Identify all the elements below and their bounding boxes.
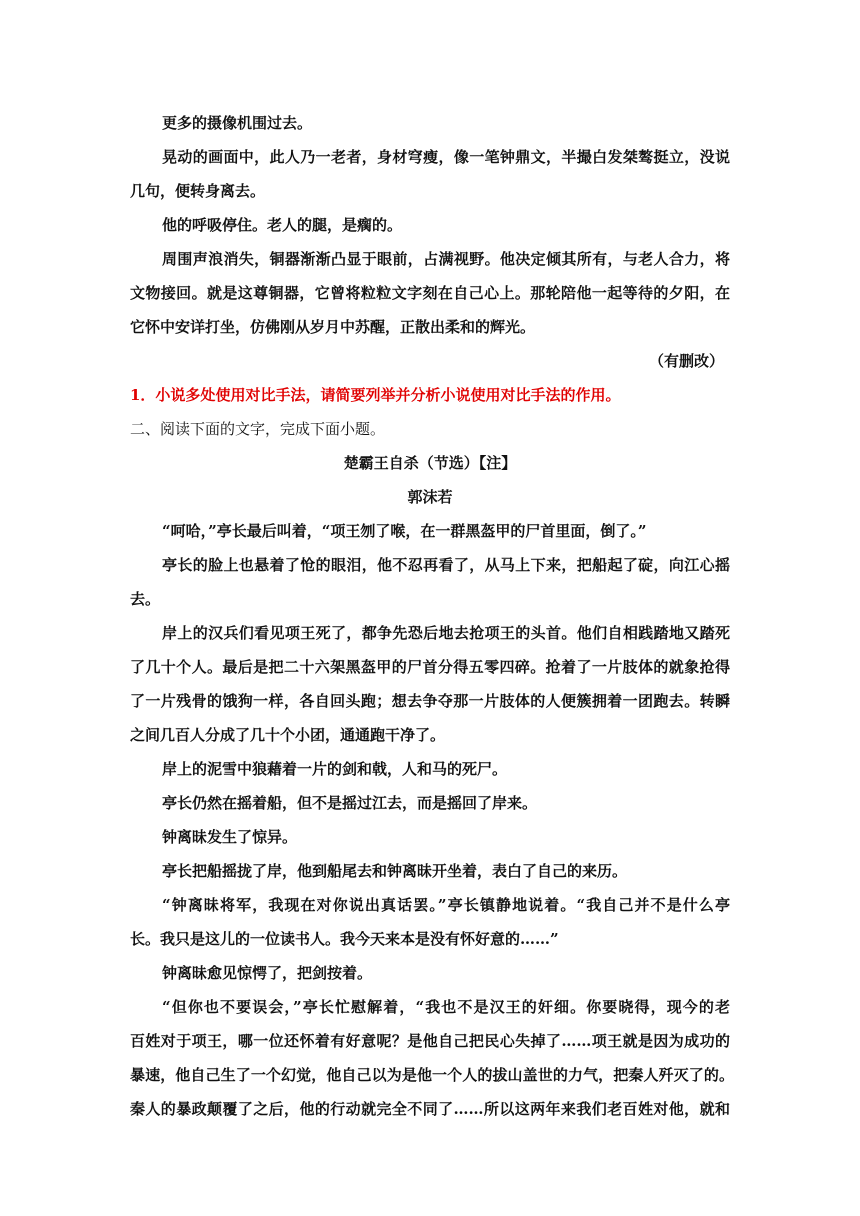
paragraph-line: 岸上的汉兵们看见项王死了，都争先恐后地去抢项王的头首。他们自相践踏地又踏死 (162, 624, 730, 642)
paragraph-line: 长。我只是这儿的一位读书人。我今天来本是没有怀好意的……” (130, 930, 559, 948)
section-heading: 二、阅读下面的文字，完成下面小题。 (130, 420, 386, 438)
question-1: 1．小说多处使用对比手法，请简要列举并分析小说使用对比手法的作用。 (130, 386, 621, 404)
paragraph-line: 岸上的泥雪中狼藉着一片的剑和戟，人和马的死尸。 (162, 760, 508, 778)
paragraph-line: 他的呼吸停住。老人的腿，是瘸的。 (162, 216, 403, 234)
paragraph-line: 百姓对于项王，哪一位还怀着有好意呢？是他自己把民心失掉了……项王就是因为成功的 (130, 1032, 730, 1050)
paragraph-line: 晃动的画面中，此人乃一老者，身材穹瘦，像一笔钟鼎文，半撮白发桀骜挺立，没说 (162, 148, 730, 166)
paragraph-line: 了几十个人。最后是把二十六架黑盔甲的尸首分得五零四碎。抢着了一片肢体的就象抢得 (130, 658, 730, 676)
paragraph-line: 亭长的脸上也悬着了怆的眼泪，他不忍再看了，从马上下来，把船起了碇，向江心摇 (162, 556, 730, 574)
paragraph-line: 文物接回。就是这尊铜器，它曾将粒粒文字刻在自己心上。那轮陪他一起等待的夕阳，在 (130, 284, 730, 302)
paragraph-line: 亭长仍然在摇着船，但不是摇过江去，而是摇回了岸来。 (162, 794, 538, 812)
paragraph-line: 了一片残骨的饿狗一样，各自回头跑；想去争夺那一片肢体的人便簇拥着一团跑去。转瞬 (130, 692, 730, 710)
source-note: （有删改） (648, 352, 724, 370)
paragraph-line: 亭长把船摇拢了岸，他到船尾去和钟离昧开坐着，表白了自己的来历。 (162, 862, 628, 880)
paragraph-line: “呵哈，”亭长最后叫着，“项王刎了喉，在一群黑盔甲的尸首里面，倒了。” (162, 522, 647, 540)
paragraph-line: 钟离昧发生了惊异。 (162, 828, 298, 846)
paragraph-line: 更多的摄像机围过去。 (162, 114, 313, 132)
paragraph-line: 秦人的暴政颠覆了之后，他的行动就完全不同了……所以这两年来我们老百姓对他，就和 (130, 1100, 730, 1118)
paragraph-line: “但你也不要误会，”亭长忙慰解着，“我也不是汉王的奸细。你要晓得，现今的老 (162, 998, 730, 1016)
paragraph-line: 去。 (130, 590, 161, 608)
article-author: 郭沫若 (407, 488, 453, 506)
paragraph-line: 几句，便转身离去。 (130, 182, 266, 200)
paragraph-line: 暴速，他自己生了一个幻觉，他自己以为是他一个人的拔山盖世的力气，把秦人歼灭了的。 (130, 1066, 734, 1084)
paragraph-line: 钟离昧愈见惊愕了，把剑按着。 (162, 964, 373, 982)
paragraph-line: 周围声浪消失，铜器渐渐凸显于眼前，占满视野。他决定倾其所有，与老人合力，将 (162, 250, 730, 268)
article-title: 楚霸王自杀（节选）【注】 (343, 454, 517, 472)
paragraph-line: “钟离昧将军，我现在对你说出真话罢。”亭长镇静地说着。“我自己并不是什么亭 (162, 896, 730, 914)
paragraph-line: 它怀中安详打坐，仿佛刚从岁月中苏醒，正散出柔和的辉光。 (130, 318, 536, 336)
paragraph-line: 之间几百人分成了几十个小团，通通跑干净了。 (130, 726, 446, 744)
